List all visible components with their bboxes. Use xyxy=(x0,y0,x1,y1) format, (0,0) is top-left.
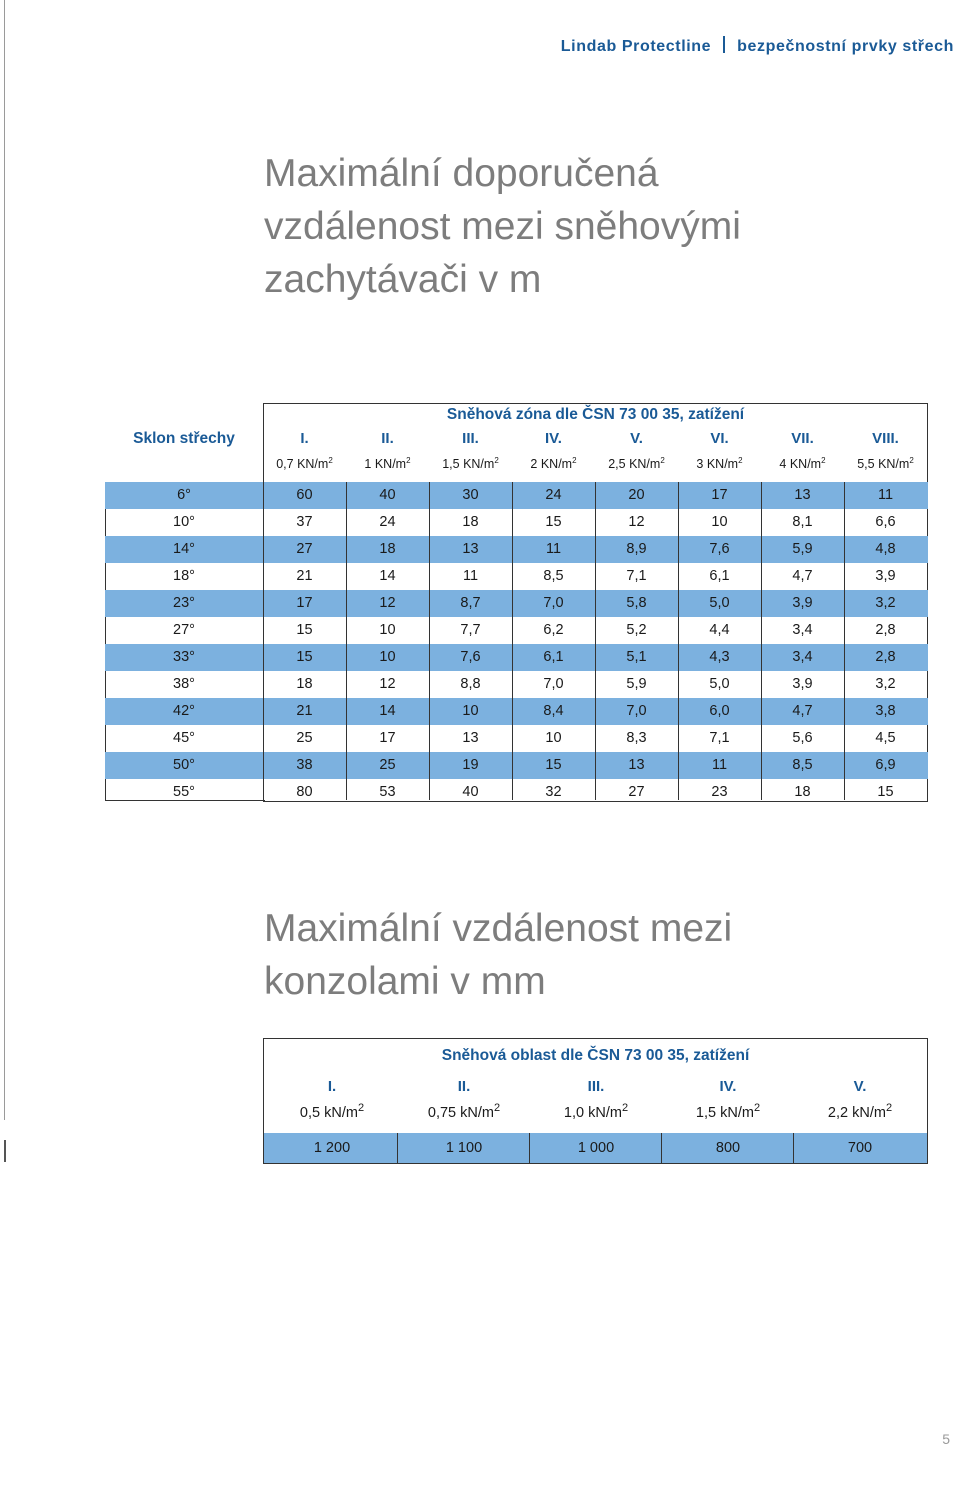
table-cell: 7,6 xyxy=(709,541,730,557)
zone-title: Sněhová zóna dle ČSN 73 00 35, zatížení xyxy=(446,406,745,423)
section1-title-line: vzdálenost mezi sněhovými xyxy=(264,205,741,248)
table-cell: 37 xyxy=(296,514,313,530)
table-row xyxy=(264,1133,927,1163)
load-exponent: 2 xyxy=(660,456,665,465)
table-cell: 3,9 xyxy=(792,595,813,611)
table-cell: 5,8 xyxy=(626,595,647,611)
load-value: 1,5 kN/m xyxy=(695,1104,754,1121)
table-cell: 25 xyxy=(379,757,396,773)
load-exponent: 2 xyxy=(357,1102,365,1114)
zone-column-header: III. xyxy=(587,1078,605,1095)
table-cell: 18 xyxy=(379,541,396,557)
table-cell: 21 xyxy=(296,703,313,719)
page-edge-line xyxy=(4,0,5,1120)
table-cell: 15 xyxy=(877,784,894,800)
load-exponent: 2 xyxy=(328,456,333,465)
zone-load-label xyxy=(346,456,429,471)
load-value: 0,7 KN/m xyxy=(276,457,329,472)
table-cell: 24 xyxy=(545,487,562,503)
slope-angle-cell: 55° xyxy=(173,784,195,800)
column-divider xyxy=(661,1133,662,1163)
table-row xyxy=(105,536,928,563)
zone-column-header: III. xyxy=(462,430,479,447)
table-cell: 11 xyxy=(711,757,728,773)
table-cell: 14 xyxy=(379,568,396,584)
load-value: 1,0 kN/m xyxy=(563,1104,622,1121)
load-value: 0,5 kN/m xyxy=(299,1104,358,1121)
table-row xyxy=(105,590,928,617)
column-divider xyxy=(397,1133,398,1163)
table-cell: 4,7 xyxy=(792,703,813,719)
table-cell: 6,2 xyxy=(543,622,564,638)
table-cell: 18 xyxy=(462,514,479,530)
table-cell: 15 xyxy=(296,622,313,638)
table-cell: 3,2 xyxy=(875,595,896,611)
slope-angle-cell: 45° xyxy=(173,730,195,746)
load-exponent: 2 xyxy=(572,456,577,465)
table-cell: 4,3 xyxy=(709,649,730,665)
table-row xyxy=(105,563,928,590)
page-number: 5 xyxy=(942,1431,950,1447)
page-edge-mark xyxy=(4,1140,6,1162)
table-cell: 5,0 xyxy=(709,676,730,692)
table-cell: 7,0 xyxy=(626,703,647,719)
table-cell: 8,3 xyxy=(626,730,647,746)
table-cell: 6,1 xyxy=(543,649,564,665)
zone-column-header: VI. xyxy=(710,430,729,447)
table-row xyxy=(105,509,928,536)
table-cell: 4,5 xyxy=(875,730,896,746)
table-cell: 17 xyxy=(296,595,313,611)
load-exponent: 2 xyxy=(738,456,743,465)
table-cell: 8,9 xyxy=(626,541,647,557)
load-value: 0,75 kN/m xyxy=(427,1104,494,1121)
table-cell: 7,0 xyxy=(543,595,564,611)
table-row xyxy=(105,725,928,752)
table-cell: 3,8 xyxy=(875,703,896,719)
table-cell: 5,2 xyxy=(626,622,647,638)
table-cell: 8,7 xyxy=(460,595,481,611)
table-cell: 7,0 xyxy=(543,676,564,692)
slope-angle-cell: 27° xyxy=(173,622,195,638)
load-value: 3 KN/m xyxy=(696,457,739,472)
slope-angle-cell: 38° xyxy=(173,676,195,692)
load-exponent: 2 xyxy=(909,456,914,465)
table-cell: 25 xyxy=(296,730,313,746)
slope-angle-cell: 42° xyxy=(173,703,195,719)
table-cell: 17 xyxy=(379,730,396,746)
table-cell: 53 xyxy=(379,784,396,800)
zone-load-label xyxy=(794,1102,926,1121)
load-exponent: 2 xyxy=(493,1102,501,1114)
zone-column-header: II. xyxy=(381,430,394,447)
zone-load-label xyxy=(530,1102,662,1121)
table-cell: 11 xyxy=(462,568,479,584)
table-cell: 5,0 xyxy=(709,595,730,611)
table-cell: 800 xyxy=(715,1140,741,1156)
table-cell: 700 xyxy=(847,1140,873,1156)
table-cell: 8,8 xyxy=(460,676,481,692)
table-row xyxy=(105,617,928,644)
table-cell: 23 xyxy=(711,784,728,800)
table-cell: 12 xyxy=(379,676,396,692)
table-cell: 5,9 xyxy=(626,676,647,692)
column-divider xyxy=(429,482,430,800)
zone-column-header: II. xyxy=(457,1078,471,1095)
column-divider xyxy=(512,482,513,800)
table-cell: 8,5 xyxy=(792,757,813,773)
load-value: 1,5 KN/m xyxy=(442,457,495,472)
table-cell: 3,9 xyxy=(792,676,813,692)
table-cell: 1 100 xyxy=(445,1140,483,1156)
table-cell: 7,1 xyxy=(709,730,730,746)
section1-title xyxy=(264,147,864,306)
load-value: 5,5 KN/m xyxy=(857,457,910,472)
column-divider xyxy=(793,1133,794,1163)
table-row xyxy=(105,698,928,725)
table-cell: 15 xyxy=(296,649,313,665)
table-cell: 3,4 xyxy=(792,649,813,665)
section1-title-line: Maximální doporučená xyxy=(264,152,659,195)
load-exponent: 2 xyxy=(406,456,411,465)
roof-slope-header: Sklon střechy xyxy=(133,430,235,447)
table-cell: 30 xyxy=(462,487,479,503)
header-separator xyxy=(723,36,725,53)
table-row xyxy=(105,752,928,779)
table-cell: 10 xyxy=(711,514,728,530)
table-cell: 11 xyxy=(545,541,562,557)
slope-angle-cell: 18° xyxy=(173,568,195,584)
column-divider xyxy=(844,482,845,800)
table-cell: 7,1 xyxy=(626,568,647,584)
table-cell: 15 xyxy=(545,757,562,773)
table-cell: 19 xyxy=(462,757,479,773)
header-subtitle: bezpečnostní prvky střech xyxy=(737,38,954,55)
table-cell: 10 xyxy=(545,730,562,746)
slope-angle-cell: 33° xyxy=(173,649,195,665)
load-exponent: 2 xyxy=(494,456,499,465)
zone-column-header: I. xyxy=(327,1078,337,1095)
load-exponent: 2 xyxy=(753,1102,761,1114)
table-cell: 5,6 xyxy=(792,730,813,746)
column-divider xyxy=(678,482,679,800)
table-cell: 13 xyxy=(462,730,479,746)
column-divider xyxy=(346,482,347,800)
table-cell: 5,9 xyxy=(792,541,813,557)
column-divider xyxy=(263,482,264,800)
load-exponent: 2 xyxy=(885,1102,893,1114)
load-value: 2 KN/m xyxy=(530,457,573,472)
table-cell: 3,4 xyxy=(792,622,813,638)
table-cell: 2,8 xyxy=(875,622,896,638)
table-cell: 1 000 xyxy=(577,1140,615,1156)
section2-title-line: Maximální vzdálenost mezi xyxy=(264,907,733,950)
table-cell: 10 xyxy=(462,703,479,719)
slope-angle-cell: 14° xyxy=(173,541,195,557)
table-cell: 11 xyxy=(877,487,894,503)
table-row xyxy=(105,671,928,698)
table-cell: 5,1 xyxy=(626,649,647,665)
load-value: 2,2 kN/m xyxy=(827,1104,886,1121)
slope-angle-cell: 23° xyxy=(173,595,195,611)
zone-load-label xyxy=(512,456,595,471)
table-cell: 12 xyxy=(379,595,396,611)
table-cell: 4,4 xyxy=(709,622,730,638)
load-exponent: 2 xyxy=(821,456,826,465)
table-cell: 8,1 xyxy=(792,514,813,530)
table-cell: 60 xyxy=(296,487,313,503)
table-cell: 18 xyxy=(794,784,811,800)
table-cell: 10 xyxy=(379,649,396,665)
table-cell: 27 xyxy=(628,784,645,800)
zone-column-header: IV. xyxy=(545,430,562,447)
table-cell: 38 xyxy=(296,757,313,773)
zone-column-header: I. xyxy=(300,430,309,447)
load-value: 1 KN/m xyxy=(364,457,407,472)
table-cell: 21 xyxy=(296,568,313,584)
table-cell: 6,0 xyxy=(709,703,730,719)
table-cell: 20 xyxy=(628,487,645,503)
zone-column-header: IV. xyxy=(719,1078,737,1095)
load-value: 2,5 KN/m xyxy=(608,457,661,472)
table-cell: 1 200 xyxy=(313,1140,351,1156)
table-row xyxy=(105,644,928,671)
load-exponent: 2 xyxy=(621,1102,629,1114)
table-cell: 14 xyxy=(379,703,396,719)
table-cell: 7,6 xyxy=(460,649,481,665)
table-cell: 6,1 xyxy=(709,568,730,584)
zone-load-label xyxy=(266,1102,398,1121)
table-cell: 8,5 xyxy=(543,568,564,584)
zone-column-header: V. xyxy=(630,430,643,447)
table-cell: 17 xyxy=(711,487,728,503)
table-cell: 13 xyxy=(628,757,645,773)
column-divider xyxy=(529,1133,530,1163)
section2-title xyxy=(264,902,864,1008)
brand-name: Lindab Protectline xyxy=(560,38,712,55)
table-cell: 6,9 xyxy=(875,757,896,773)
zone-load-label xyxy=(844,456,927,471)
zone-column-header: VIII. xyxy=(872,430,899,447)
table-cell: 13 xyxy=(794,487,811,503)
table-cell: 7,7 xyxy=(460,622,481,638)
table-cell: 3,9 xyxy=(875,568,896,584)
bracket-distance-table xyxy=(263,1038,928,1164)
section2-title-line: konzolami v mm xyxy=(264,960,546,1003)
table-cell: 6,6 xyxy=(875,514,896,530)
table-cell: 8,4 xyxy=(543,703,564,719)
zone-column-header: VII. xyxy=(791,430,814,447)
load-value: 4 KN/m xyxy=(779,457,822,472)
table-cell: 24 xyxy=(379,514,396,530)
zone-title: Sněhová oblast dle ČSN 73 00 35, zatížení xyxy=(441,1047,750,1064)
zone-column-header: V. xyxy=(853,1078,867,1095)
column-divider xyxy=(761,482,762,800)
table-cell: 18 xyxy=(296,676,313,692)
zone-load-label xyxy=(595,456,678,471)
table-cell: 4,7 xyxy=(792,568,813,584)
table-cell: 40 xyxy=(462,784,479,800)
table-cell: 10 xyxy=(379,622,396,638)
slope-angle-cell: 10° xyxy=(173,514,195,530)
table-row xyxy=(105,779,928,805)
table-cell: 13 xyxy=(462,541,479,557)
snow-guard-distance-table xyxy=(105,403,928,802)
table-cell: 80 xyxy=(296,784,313,800)
zone-load-label xyxy=(678,456,761,471)
zone-load-label xyxy=(761,456,844,471)
table-cell: 27 xyxy=(296,541,313,557)
page-header xyxy=(561,36,954,56)
table-cell: 12 xyxy=(628,514,645,530)
table-cell: 15 xyxy=(545,514,562,530)
slope-angle-cell: 50° xyxy=(173,757,195,773)
slope-angle-cell: 6° xyxy=(177,487,191,503)
zone-load-label xyxy=(398,1102,530,1121)
zone-load-label xyxy=(662,1102,794,1121)
table-cell: 4,8 xyxy=(875,541,896,557)
table-cell: 40 xyxy=(379,487,396,503)
zone-load-label xyxy=(429,456,512,471)
table-cell: 2,8 xyxy=(875,649,896,665)
column-divider xyxy=(595,482,596,800)
table-cell: 3,2 xyxy=(875,676,896,692)
table-cell: 32 xyxy=(545,784,562,800)
table-row xyxy=(105,482,928,509)
zone-load-label xyxy=(263,456,346,471)
section1-title-line: zachytávači v m xyxy=(264,258,542,301)
